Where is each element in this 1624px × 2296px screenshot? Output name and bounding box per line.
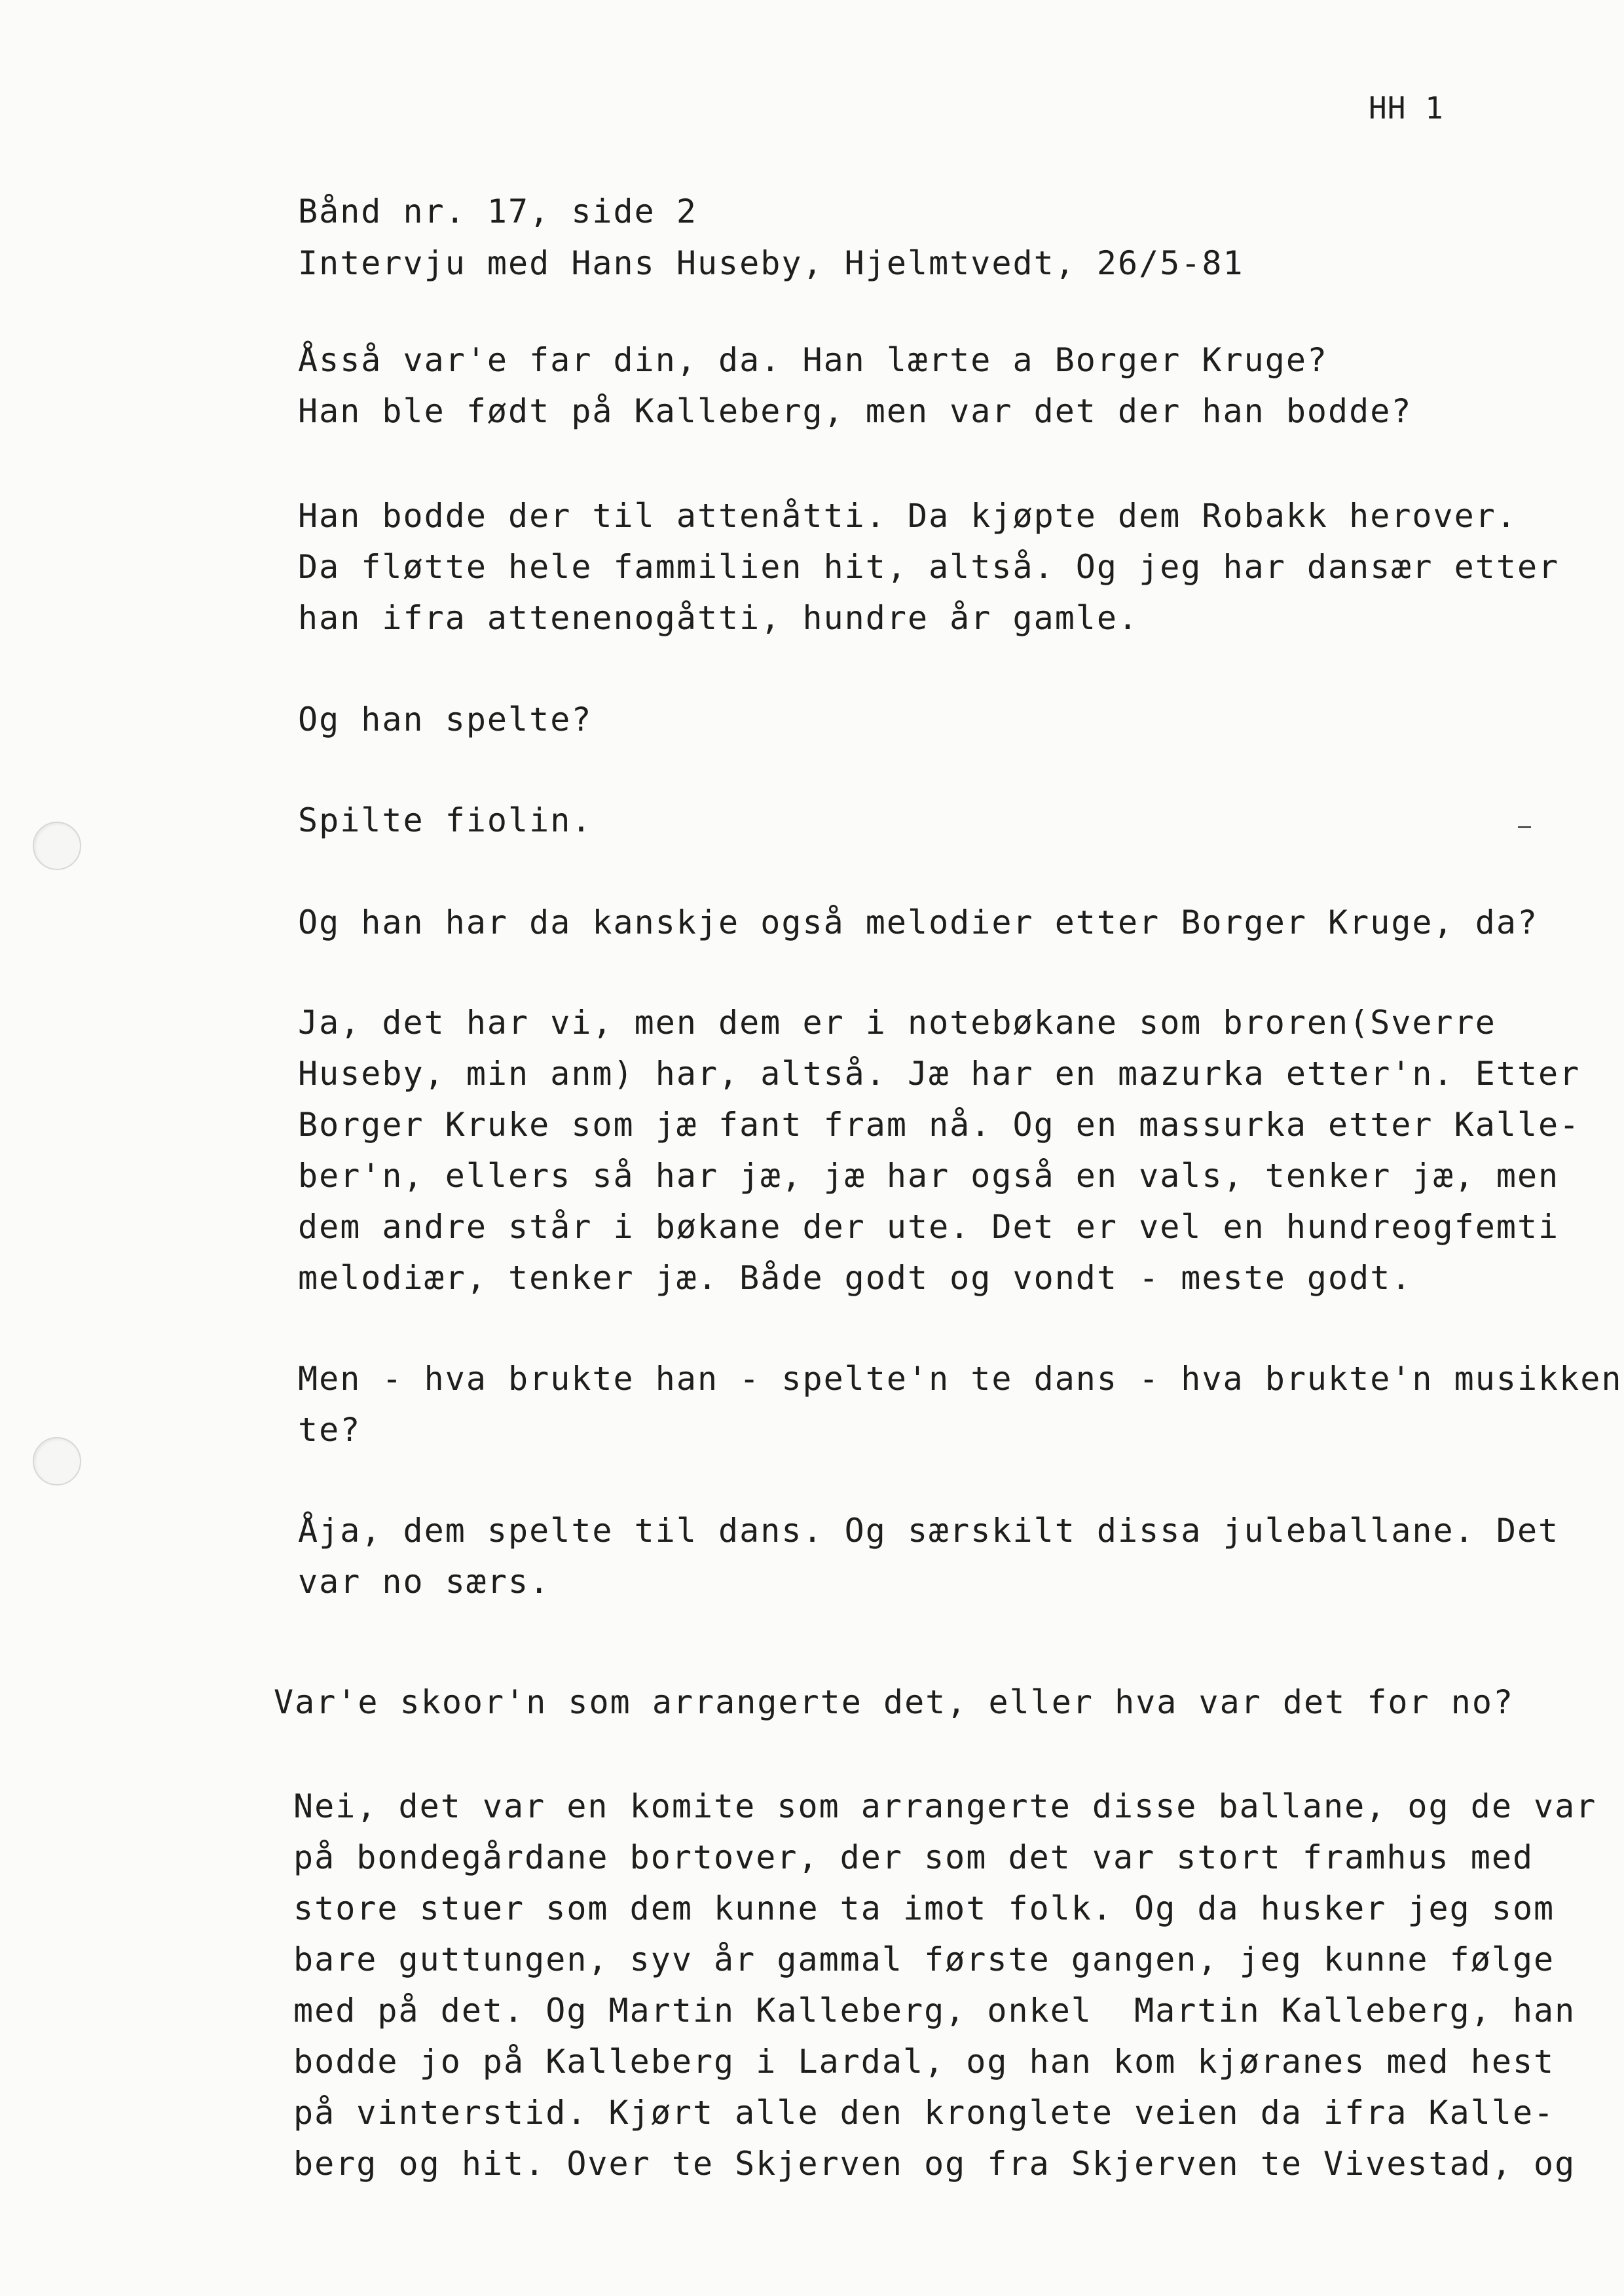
body-line: var no særs. [298,1563,551,1601]
body-line: Da fløtte hele fammilien hit, altså. Og jeg har dansær etter [298,548,1560,586]
body-line: ber'n, ellers så har jæ, jæ har også en vals, tenker jæ, men [298,1157,1560,1195]
body-line: han ifra attenenogåtti, hundre år gamle. [298,599,1139,637]
body-line: Ja, det har vi, men dem er i notebøkane som broren(Sverre [298,1004,1496,1042]
body-line: Men - hva brukte han - spelte'n te dans - hva brukte'n musikken [298,1360,1623,1398]
body-line: Spilte fiolin. [298,801,593,839]
body-line: store stuer som dem kunne ta imot folk. Og da husker jeg som [293,1889,1555,1927]
body-line: Huseby, min anm) har, altså. Jæ har en mazurka etter'n. Etter [298,1055,1581,1093]
body-line: Nei, det var en komite som arrangerte disse ballane, og de var [293,1787,1597,1825]
body-line: Åsså var'e far din, da. Han lærte a Borger Kruge? [298,341,1329,379]
body-line: Og han spelte? [298,701,593,738]
body-line: berg og hit. Over te Skjerven og fra Skjerven te Vivestad, og [293,2145,1576,2183]
body-line: dem andre står i bøkane der ute. Det er vel en hundreogfemti [298,1208,1560,1246]
header-interview-info: Intervju med Hans Huseby, Hjelmtvedt, 26/5-81 [298,244,1244,282]
body-line: bodde jo på Kalleberg i Lardal, og han kom kjøranes med hest [293,2043,1555,2081]
body-line: Han bodde der til attenåtti. Da kjøpte dem Robakk herover. [298,497,1517,535]
body-line: på bondegårdane bortover, der som det var stort framhus med [293,1838,1534,1876]
punch-hole [33,822,81,870]
body-line: Var'e skoor'n som arrangerte det, eller hva var det for no? [274,1683,1515,1721]
body-line: te? [298,1411,361,1449]
stray-mark [1518,826,1531,828]
body-line: med på det. Og Martin Kalleberg, onkel Martin Kalleberg, han [293,1992,1576,2030]
body-line: melodiær, tenker jæ. Både godt og vondt - meste godt. [298,1259,1412,1297]
body-line: Han ble født på Kalleberg, men var det der han bodde? [298,392,1412,430]
header-tape-info: Bånd nr. 17, side 2 [298,192,697,230]
page-number: HH 1 [1369,90,1444,126]
punch-hole [33,1437,81,1485]
body-line: Borger Kruke som jæ fant fram nå. Og en massurka etter Kalle- [298,1106,1581,1144]
body-line: Og han har da kanskje også melodier etter Borger Kruge, da? [298,903,1539,941]
body-line: bare guttungen, syv år gammal første gangen, jeg kunne følge [293,1941,1555,1978]
body-line: Åja, dem spelte til dans. Og særskilt dissa juleballane. Det [298,1512,1560,1550]
body-line: på vinterstid. Kjørt alle den kronglete veien da ifra Kalle- [293,2094,1555,2132]
